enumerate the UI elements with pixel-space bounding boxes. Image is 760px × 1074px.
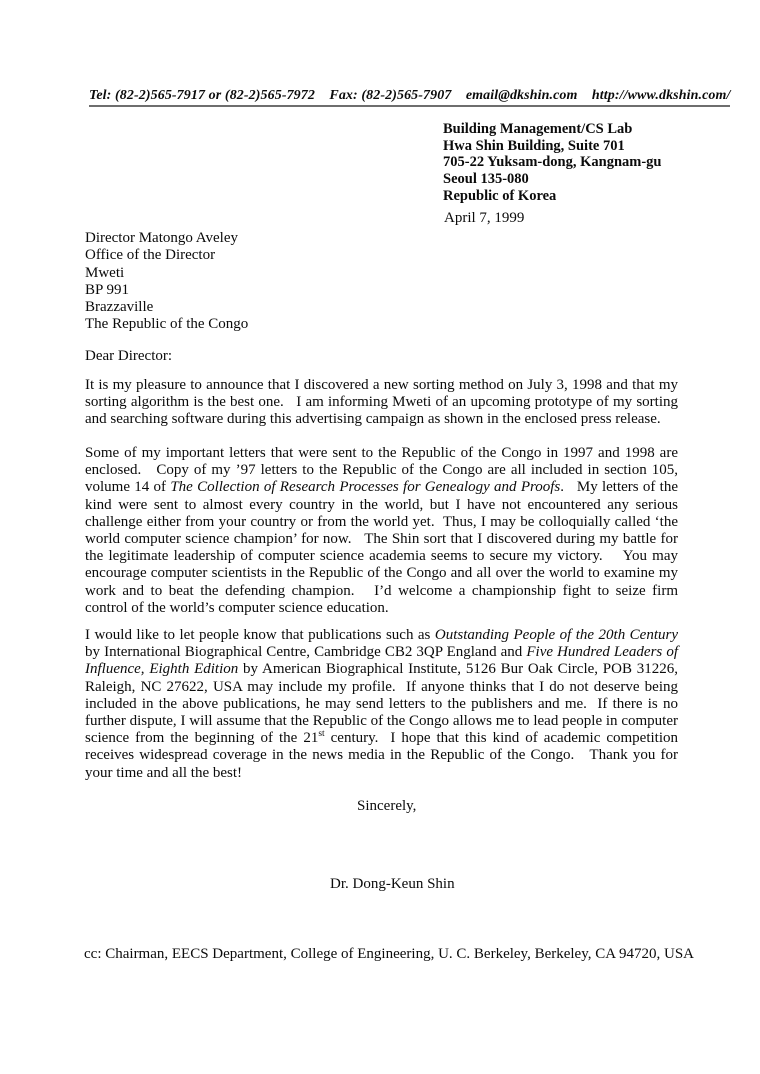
closing: Sincerely,	[357, 798, 417, 814]
date-line: April 7, 1999	[444, 210, 525, 226]
ordinal-superscript: st	[318, 729, 325, 740]
sender-address-block	[443, 121, 662, 205]
paragraph-3-segment: by International Biographical Centre, Cambridge CB2 3QP England and	[85, 644, 527, 661]
paragraph-3-segment: by American Biographical Institute, 5126 Bur Oak Circle, POB 31226, Raleigh, NC 27622, USA may include my profile. If anyone thinks that I do not deserve being included in the above publications, he may send letters to the publishers and me. If there is no further dispute, I will assume that the Republic of the Congo allows me to lead people in computer science from the beginning of the 21	[85, 661, 679, 747]
sender-address-line: 705-22 Yuksam-dong, Kangnam-gu	[443, 154, 662, 171]
signature-name: Dr. Dong-Keun Shin	[330, 876, 455, 892]
paragraph-2-segment: Some of my important letters that were sent to the Republic of the Congo in 1997 and 1998 are enclosed. Copy of my ’97 letters to the Republic of the Congo are all included in section 105, volume 14 of	[85, 445, 678, 496]
contact-header-text: Tel: (82-2)565-7917 or (82-2)565-7972 Fax: (82-2)565-7907 email@dkshin.com http://www.dkshin.com/	[89, 88, 730, 107]
recipient-address-line: Mweti	[85, 264, 125, 281]
cc-line: cc: Chairman, EECS Department, College of Engineering, U. C. Berkeley, Berkeley, CA 94720, USA	[84, 946, 695, 962]
paragraph-3-segment: I would like to let people know that publications such as	[85, 627, 435, 643]
paragraph-1-text: It is my pleasure to announce that I discovered a new sorting method on July 3, 1998 and that my sorting algorithm is the best one. I am informing Mweti of an upcoming prototype of my sorting and searching software during this advertising campaign as shown in the enclosed press release.	[85, 377, 678, 428]
recipient-address-line: Office of the Director	[85, 247, 216, 264]
book-title-italic: Five Hundred Leaders of Influence, Eighth Edition	[85, 644, 678, 678]
sender-address-line: Hwa Shin Building, Suite 701	[443, 137, 625, 154]
paragraph-2-segment: . My letters of the kind were sent to almost every country in the world, but I have not encountered any serious challenge either from your country or from the world yet. Thus, I may be colloquially called ‘the world computer science champion’ for now. The Shin sort that I discovered during my battle for the legitimate leadership of computer science academia seems to secure my victory. You may encourage computer scientists in the Republic of the Congo and all over the world to examine my work and to beat the defending champion. I’d welcome a championship fight to seize firm control of the world’s computer science education.	[85, 479, 678, 616]
recipient-address-line: Director Matongo Aveley	[85, 230, 239, 246]
book-title-italic: Outstanding People of the 20th Century	[434, 627, 678, 643]
recipient-address-line: The Republic of the Congo	[85, 316, 249, 333]
sender-address-line: Seoul 135-080	[443, 171, 529, 188]
contact-header-line	[89, 88, 730, 107]
recipient-address-block	[85, 230, 248, 334]
paragraph-3	[85, 627, 678, 782]
book-title-italic: The Collection of Research Processes for Genealogy and Proofs	[170, 479, 561, 496]
recipient-address-line: Brazzaville	[85, 299, 154, 316]
paragraph-3-segment: century. I hope that this kind of academic competition receives widespread coverage in the news media in the Republic of the Congo. Thank you for your time and all the best!	[85, 730, 678, 781]
salutation: Dear Director:	[85, 348, 173, 364]
sender-address-line: Building Management/CS Lab	[443, 121, 633, 137]
paragraph-2	[85, 445, 678, 617]
paragraph-1	[85, 377, 678, 429]
sender-address-line: Republic of Korea	[443, 187, 557, 204]
recipient-address-line: BP 991	[85, 281, 130, 298]
